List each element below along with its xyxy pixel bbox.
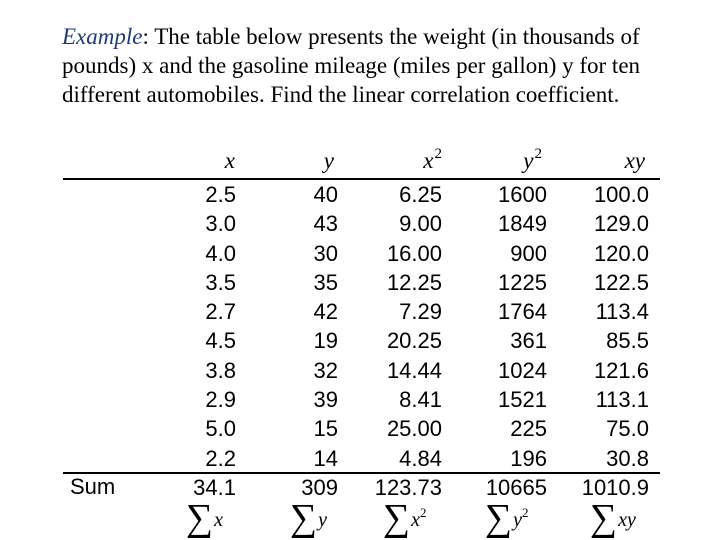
table-cell: 225 (510, 416, 547, 442)
table-cell: 40 (313, 182, 338, 207)
table-cell: 7.29 (399, 299, 442, 325)
sigma-x: ∑x (186, 497, 223, 539)
column-y (280, 180, 338, 502)
table-cell: 12.25 (386, 269, 442, 295)
header-y: y (323, 148, 334, 173)
table-cell: 4.84 (399, 445, 442, 471)
table-cell: 361 (510, 328, 547, 354)
table-cell: 42 (313, 299, 338, 325)
table-cell: 1225 (498, 269, 547, 295)
sum-label: Sum (70, 474, 116, 499)
sum-xy: 1010.9 (581, 474, 649, 500)
table-cell: 32 (313, 357, 338, 383)
header-xy: xy (624, 148, 645, 173)
table-cell: 6.25 (399, 182, 442, 207)
problem-statement (62, 22, 662, 109)
sum-rule (63, 472, 660, 474)
sigma-y: ∑y (290, 497, 327, 539)
table-cell: 43 (313, 211, 338, 237)
table-cell: 113.4 (595, 299, 649, 325)
table-cell: 122.5 (593, 269, 649, 295)
column-x-squared (360, 180, 442, 502)
table-cell: 196 (510, 445, 547, 471)
table-cell: 1764 (498, 299, 547, 325)
table-cell: 900 (510, 240, 547, 266)
table-cell: 120.0 (593, 240, 649, 266)
table-cell: 16.00 (386, 240, 442, 266)
table-cell: 14.44 (386, 357, 442, 383)
table-cell: 30 (313, 240, 338, 266)
table-cell: 19 (313, 328, 338, 354)
sum-x-squared: 123.73 (374, 474, 442, 500)
table-cell: 39 (313, 387, 338, 413)
header-y-squared: $y^2$ (523, 146, 542, 173)
table-cell: 1024 (498, 357, 547, 383)
table-cell: 75.0 (606, 416, 649, 442)
table-cell: 3.5 (205, 269, 236, 295)
table-cell: 8.41 (399, 387, 442, 413)
column-xy (565, 180, 649, 502)
column-x (180, 180, 236, 502)
table-cell: 25.00 (386, 416, 442, 442)
table-cell: 30.8 (606, 445, 649, 471)
problem-text: : The table below presents the weight (in thousands of pounds) x and the gasoline mileage (miles per gallon) y for ten different automobiles. Find the linear correlation coefficient. (62, 24, 641, 107)
column-y-squared (465, 180, 547, 502)
table-cell: 1849 (498, 211, 547, 237)
table-cell: 129.0 (593, 211, 649, 237)
table-cell: 2.2 (205, 445, 236, 471)
sigma-y-squared: $\sum y^2$ (485, 497, 529, 539)
table-cell: 3.0 (205, 211, 236, 237)
table-cell: 2.7 (205, 299, 236, 325)
header-x: x (224, 148, 235, 173)
table-cell: 14 (313, 445, 338, 471)
sum-y-squared: 10665 (485, 474, 547, 500)
table-cell: 9.00 (399, 211, 442, 237)
sigma-xy: ∑xy (590, 497, 636, 539)
table-cell: 3.8 (205, 357, 236, 383)
table-cell: 113.1 (595, 387, 649, 413)
sum-y: 309 (301, 474, 338, 500)
table-cell: 5.0 (205, 416, 236, 442)
table-cell: 1521 (498, 387, 547, 413)
table-cell: 4.0 (205, 240, 236, 266)
sigma-x-squared: $\sum x^2$ (383, 497, 427, 539)
table-cell: 4.5 (205, 328, 236, 354)
table-cell: 2.5 (205, 182, 236, 207)
example-label: Example (62, 24, 143, 49)
table-cell: 2.9 (205, 387, 236, 413)
header-x-squared: $x^2$ (423, 146, 442, 173)
table-cell: 100.0 (593, 182, 649, 207)
table-cell: 35 (313, 269, 338, 295)
table-cell: 121.6 (593, 357, 649, 383)
sum-x: 34.1 (193, 474, 236, 500)
table-cell: 15 (313, 416, 338, 442)
table-cell: 85.5 (606, 328, 649, 354)
table-cell: 1600 (498, 182, 547, 207)
table-cell: 20.25 (386, 328, 442, 354)
